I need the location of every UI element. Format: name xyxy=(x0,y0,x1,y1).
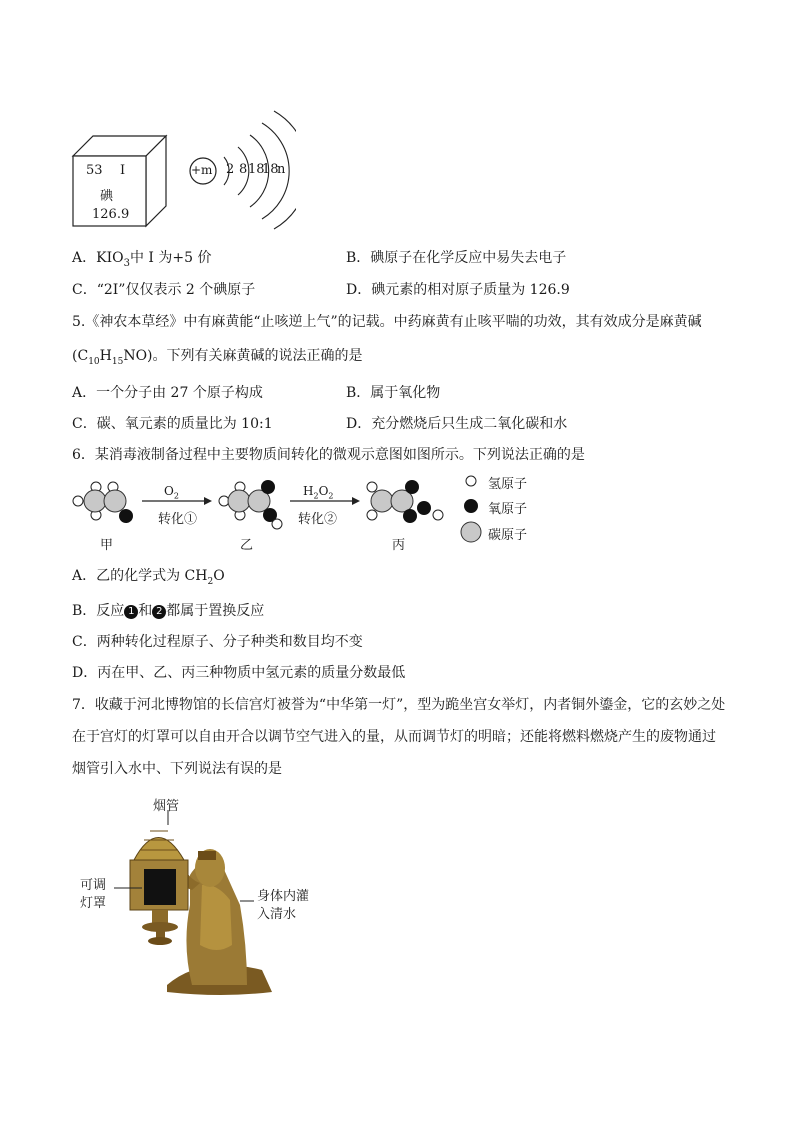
shell-2-electrons: 8 xyxy=(239,162,248,177)
element-mass: 126.9 xyxy=(92,207,130,222)
shell-4-electrons: 18 xyxy=(262,162,279,177)
label-bing: 丙 xyxy=(392,538,406,553)
q5-stem-line2: $(C_{10}H_{15}NO)$。下列有关麻黄碱的说法正确的是 xyxy=(72,348,363,367)
q4-option-a: A．$KIO_3$中 I 为+5 价 xyxy=(72,250,212,269)
label-jia: 甲 xyxy=(100,538,114,553)
label-body-water-2: 入清水 xyxy=(257,907,297,922)
q6-option-c: C．两种转化过程原子、分子种类和数目均不变 xyxy=(72,634,363,650)
changxin-palace-lamp-figure xyxy=(72,795,332,1000)
q5-option-d: D．充分燃烧后只生成二氧化碳和水 xyxy=(346,416,568,432)
reagent-h2o2: $H_2O_2$ xyxy=(303,484,334,501)
step1-label: 转化① xyxy=(158,512,198,527)
q7-stem-line2: 在于宫灯的灯罩可以自由开合以调节空气进入的量，从而调节灯的明暗；还能将燃料燃烧产生的废物通过 xyxy=(72,729,716,745)
q7-stem-line1: 7．收藏于河北博物馆的长信宫灯被誉为“中华第一灯”，型为跪坐宫女举灯，内者铜外鎏金，它的玄妙之处 xyxy=(72,697,726,713)
molecule-jia xyxy=(73,482,133,523)
q5-option-c: C．碳、氧元素的质量比为 10:1 xyxy=(72,416,273,432)
q4-option-c: C．“2I”仅仅表示 2 个碘原子 xyxy=(72,282,256,298)
q6-option-b: B．反应 1 和 2 都属于置换反应 xyxy=(72,603,265,619)
step2-label: 转化② xyxy=(298,512,338,527)
iodine-element-card xyxy=(70,128,170,228)
label-yi: 乙 xyxy=(240,538,254,553)
circled-1: 1 xyxy=(124,605,138,619)
molecule-bing xyxy=(367,480,443,523)
nucleus-charge: +m xyxy=(191,163,213,177)
legend-carbon: 碳原子 xyxy=(488,528,528,543)
molecule-yi xyxy=(219,480,282,529)
circled-2: 2 xyxy=(152,605,166,619)
label-adjustable-shade-1: 可调 xyxy=(80,878,107,893)
q6-stem: 6．某消毒液制备过程中主要物质间转化的微观示意图如图所示。下列说法正确的是 xyxy=(72,447,585,463)
q4-option-b: B．碘原子在化学反应中易失去电子 xyxy=(346,250,567,266)
q6-option-a: A．乙的化学式为 $CH_2O$ xyxy=(72,568,225,587)
shell-1-electrons: 2 xyxy=(226,162,235,177)
element-name: 碘 xyxy=(100,189,114,204)
legend-oxygen: 氧原子 xyxy=(488,502,528,517)
reaction-diagram xyxy=(66,470,546,553)
atom-structure-diagram xyxy=(186,105,296,230)
shell-5-electrons: n xyxy=(277,162,286,177)
q7-stem-line3: 烟管引入水中、下列说法有误的是 xyxy=(72,761,282,777)
atomic-number: 53 xyxy=(86,163,103,178)
q6-option-d: D．丙在甲、乙、丙三种物质中氢元素的质量分数最低 xyxy=(72,665,406,681)
q5-option-a: A．一个分子由 27 个原子构成 xyxy=(72,385,263,401)
reagent-o2: $O_2$ xyxy=(164,484,179,501)
q4-option-d: D．碘元素的相对原子质量为 126.9 xyxy=(346,282,570,298)
q5-option-b: B．属于氧化物 xyxy=(346,385,441,401)
q5-stem-line1: 5.《神农本草经》中有麻黄能“止咳逆上气”的记载。中药麻黄有止咳平喘的功效，其有效成分是麻黄碱 xyxy=(72,314,702,330)
label-body-water-1: 身体内灌 xyxy=(257,889,310,904)
label-adjustable-shade-2: 灯罩 xyxy=(80,896,107,911)
element-symbol: I xyxy=(120,163,126,178)
label-smoke-pipe: 烟管 xyxy=(153,799,180,814)
legend-hydrogen: 氢原子 xyxy=(488,477,528,492)
shell-3-electrons: 18 xyxy=(248,162,265,177)
